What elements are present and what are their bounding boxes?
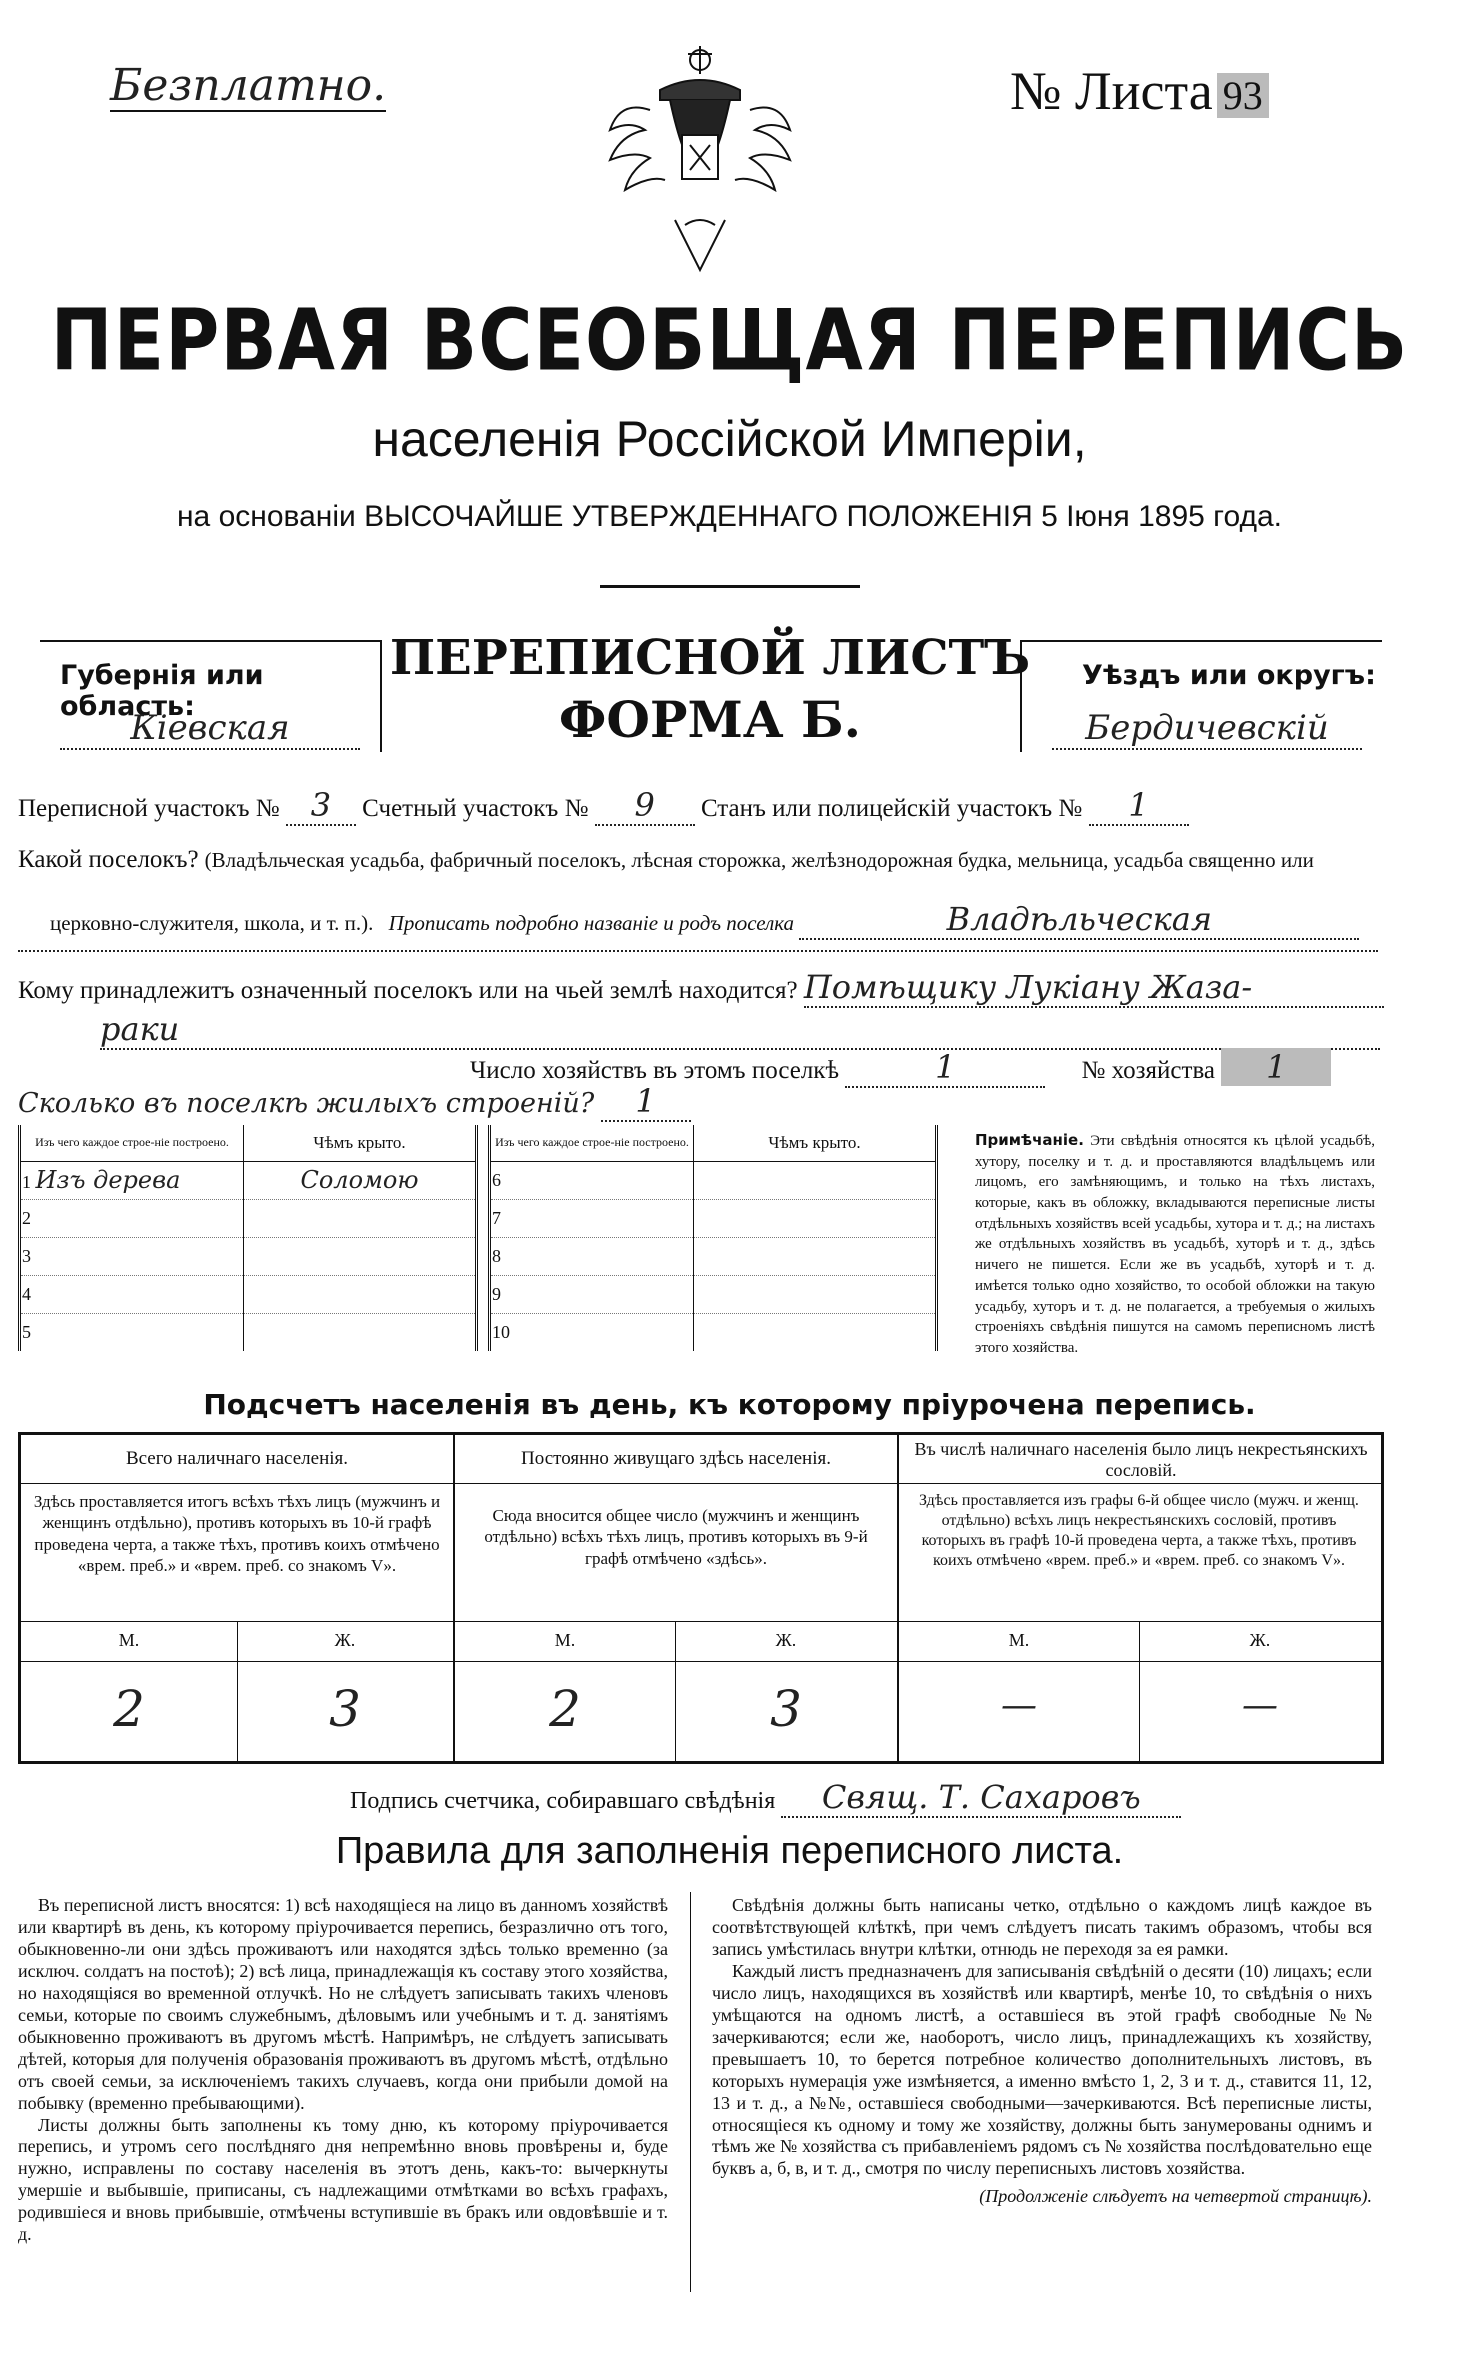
building-roof: Соломою <box>244 1161 477 1199</box>
owner-value: Помѣщику Лукіану Жаза- <box>804 968 1384 1008</box>
roof-column-header: Чѣмъ крыто. <box>244 1125 477 1161</box>
buildings-label: Сколько въ поселкѣ жилыхъ строеній? <box>18 1088 595 1119</box>
settlement-value: Владѣльческая <box>799 900 1359 940</box>
police-plot-label: Станъ или полицейскій участокъ № <box>700 795 1083 822</box>
governorate-box <box>40 640 382 752</box>
settlement-hint-2: церковно-служителя, школа, и т. п.). <box>50 911 374 935</box>
settlement-label: Какой поселокъ? <box>18 846 199 873</box>
header-divider <box>600 585 860 588</box>
census-plot-value: 3 <box>286 786 356 826</box>
building-row-number: 2 <box>22 1207 31 1228</box>
signature-label: Подпись счетчика, собиравшаго свѣдѣнія <box>350 1788 776 1814</box>
settlement-hint: (Владѣльческая усадьба, фабричный поселокъ, лѣсная сторожка, желѣзнодорожная будка, мельница, усадьба священно или <box>204 848 1314 872</box>
district-value: Бердичевскій <box>1052 708 1362 750</box>
settlement-row <box>18 846 1314 874</box>
signature-value: Свящ. Т. Сахаровъ <box>781 1778 1181 1818</box>
population-permanent-f-label: Ж. <box>775 1630 797 1650</box>
building-row-number: 1 <box>22 1172 31 1192</box>
owner-row <box>18 968 1384 1008</box>
households-label: Число хозяйствъ въ этомъ поселкѣ <box>470 1057 840 1084</box>
population-table <box>18 1432 1384 1764</box>
population-col-permanent-title: Постоянно живущаго здѣсь населенія. <box>521 1448 831 1469</box>
counting-plot-label: Счетный участокъ № <box>362 795 589 822</box>
roof-column-header: Чѣмъ крыто. <box>694 1125 937 1161</box>
population-col-total-title: Всего наличнаго населенія. <box>125 1448 349 1469</box>
free-label: Безплатно. <box>110 60 387 111</box>
population-total-f-value: 3 <box>329 1680 361 1738</box>
building-material: Изъ дерева <box>35 1166 181 1194</box>
buildings-table <box>18 1125 968 1365</box>
census-plot-label: Переписной участокъ № <box>18 795 280 822</box>
sheet-number <box>1010 62 1269 121</box>
note-text: Эти свѣдѣнія относятся къ цѣлой усадьбѣ, хутору, поселку и т. д. и проставляются владѣльцемъ или лицомъ, его замѣняющимъ, и только на тѣхъ листахъ, которые, какъ въ обложку, вкладываются переписные листы отдѣльныхъ хозяйствъ всей усадьбы, хутора и т. д.; на листахъ же отдѣльныхъ хозяйствъ въ усадьбѣ, хуторѣ и т. д., здѣсь ничего не пишется. Если же въ усадьбѣ, хуторѣ и т. д. имѣется только одно хозяйство, то особой обложки на такую усадьбу, хуторъ и т. д. не полагается, а требуемыя о жилыхъ строеніяхъ свѣдѣнія пишутся на самомъ переписномъ листѣ этого хозяйства. <box>975 1133 1376 1356</box>
governorate-value: Кіевская <box>60 708 360 750</box>
rules-right-column <box>712 1895 1372 2208</box>
rules-right-paragraph-2: Каждый листъ предназначенъ для записыванія свѣдѣній о десяти (10) лицахъ; если число лицъ, находящихся въ хозяйствѣ или квартирѣ, менѣе 10, то свѣдѣнія о нихъ умѣщаются на одномъ листѣ, а оставшіеся въ этой графѣ свободные №№ зачеркиваются; если же, наоборотъ, число лицъ, принадлежащихъ къ хозяйству, превышаетъ 10, то берется потребное количество дополнительныхъ листовъ, въ которыхъ нумерація уже измѣняется, а именно вмѣсто 1, 2, 3 и т. д., ставится 11, 12, 13 и т. д., а №№, оставшіеся свободными—зачеркиваются. Всѣ переписные листы, относящіеся къ одному и тому же хозяйству, должны быть занумерованы однимъ и тѣмъ же № хозяйства съ прибавленіемъ рядомъ съ № хозяйства послѣдовательно еще буквъ а, б, в, и т. д., смотря по числу переписныхъ листовъ хозяйства. <box>712 1960 1372 2179</box>
building-row-number: 7 <box>490 1199 694 1237</box>
note-block <box>975 1130 1375 1359</box>
population-col-nonpeasant-title: Въ числѣ наличнаго населенія было лицъ некрестьянскихъ сословій. <box>914 1439 1368 1480</box>
population-nonpeasant-f-value: — <box>1242 1685 1278 1726</box>
population-permanent-m-value: 2 <box>549 1680 581 1738</box>
signature-row <box>350 1778 1181 1818</box>
divider-1 <box>18 950 1378 952</box>
governorate-label: Губернія или область: <box>60 660 264 722</box>
imperial-eagle-emblem <box>590 40 810 280</box>
population-total-m-value: 2 <box>113 1680 145 1738</box>
plots-row <box>18 786 1189 826</box>
district-box <box>1020 640 1382 752</box>
population-heading: Подсчетъ населенія въ день, къ которому пріурочена перепись. <box>203 1388 1256 1421</box>
population-total-f-label: Ж. <box>334 1630 356 1650</box>
population-col-permanent-desc: Сюда вносится общее число (мужчинъ и женщинъ отдѣльно) всѣхъ тѣхъ лицъ, противъ которыхъ въ 9-й графѣ отмѣчено «здѣсь». <box>484 1506 868 1568</box>
population-permanent-m-label: М. <box>554 1630 576 1650</box>
buildings-row <box>18 1082 691 1122</box>
owner-label: Кому принадлежитъ означенный поселокъ или на чьей землѣ находится? <box>18 977 798 1004</box>
building-row-number: 8 <box>490 1237 694 1275</box>
rules-right-paragraph-1: Свѣдѣнія должны быть написаны четко, отдѣльно о каждомъ лицѣ каждое въ соотвѣтствующей клѣткѣ, при чемъ слѣдуетъ писать такимъ образомъ, чтобы вся запись умѣстилась внутри клѣтки, отнюдь не переходя за ея рамки. <box>712 1895 1372 1959</box>
population-permanent-f-value: 3 <box>770 1680 802 1738</box>
building-row-number: 10 <box>490 1313 694 1351</box>
form-name: ФОРМА Б. <box>558 690 862 749</box>
population-col-nonpeasant-desc: Здѣсь проставляется изъ графы 6-й общее число (мужч. и женщ. отдѣльно) всѣхъ лицъ некрестьянскихъ сословій, противъ которыхъ въ графѣ 10-й проведена черта, а также тѣхъ, противъ коихъ отмѣчено «врем. преб.» и «врем. преб. со знакомъ V». <box>919 1492 1359 1569</box>
material-column-header: Изъ чего каждое строе-ніе построено. <box>20 1125 244 1161</box>
building-row-number: 3 <box>22 1245 31 1266</box>
household-no-value: 1 <box>1221 1048 1331 1086</box>
settlement-instruction: Прописать подробно названіе и родъ поселка <box>388 911 795 935</box>
buildings-value: 1 <box>601 1082 691 1122</box>
note-title: Примѣчаніе. <box>975 1131 1084 1149</box>
rules-continued: (Продолженіе слѣдуетъ на четвертой страницѣ). <box>979 2186 1372 2207</box>
building-row-number: 6 <box>490 1161 694 1199</box>
owner-value-2: раки <box>100 1010 1380 1050</box>
police-plot-value: 1 <box>1089 786 1189 826</box>
building-row-number: 4 <box>22 1283 31 1304</box>
population-total-m-label: М. <box>118 1630 140 1650</box>
district-label: Уѣздъ или округъ: <box>1082 660 1376 691</box>
rules-left-column <box>18 1895 668 2246</box>
population-nonpeasant-m-value: — <box>1001 1685 1037 1726</box>
rules-left-paragraph-2: Листы должны быть заполнены къ тому дню, къ которому пріурочивается перепись, и утромъ сего послѣдняго дня непремѣнно вновь провѣрены и, буде нужно, исправлены по составу населенія въ этотъ день, какъ-то: вычеркнуты умершіе и выбывшіе, приписаны, съ надлежащими отмѣтками во всѣхъ графахъ, родившіеся и вновь прибывшіе, отмѣчены вступившіе въ бракъ или овдовѣвшіе и т. д. <box>18 2114 668 2245</box>
household-no-label: № хозяйства <box>1081 1057 1216 1084</box>
census-basis: на основаніи ВЫСОЧАЙШЕ УТВЕРЖДЕННАГО ПОЛОЖЕНІЯ 5 Іюня 1895 года. <box>176 500 1282 533</box>
population-col-total-desc: Здѣсь проставляется итогъ всѣхъ тѣхъ лицъ (мужчинъ и женщинъ отдѣльно), противъ которыхъ въ 10-й графѣ проведена черта, а также тѣхъ, противъ коихъ отмѣчено «врем. преб.» и «врем. преб. со знакомъ V». <box>33 1492 441 1575</box>
form-title: ПЕРЕПИСНОЙ ЛИСТЪ <box>389 630 1031 686</box>
material-column-header: Изъ чего каждое строе-ніе построено. <box>490 1125 694 1161</box>
counting-plot-value: 9 <box>595 786 695 826</box>
building-row-number: 5 <box>22 1321 31 1342</box>
rules-divider <box>690 1892 691 2292</box>
population-nonpeasant-m-label: М. <box>1008 1630 1030 1650</box>
households-value: 1 <box>845 1048 1045 1088</box>
building-row-number: 9 <box>490 1275 694 1313</box>
population-nonpeasant-f-label: Ж. <box>1249 1630 1271 1650</box>
sheet-number-value: 93 <box>1217 73 1269 118</box>
rules-left-paragraph-1: Въ переписной листъ вносятся: 1) всѣ находящіеся на лицо въ данномъ хозяйствѣ или квартирѣ въ день, къ которому пріурочивается перепись, безразлично отъ того, обыкновенно-ли они здѣсь проживаютъ или находятся здѣсь только временно (за исключ. солдатъ на постоѣ); 2) всѣ лица, принадлежащія къ составу этого хозяйства, но находящіяся во временной отлучкѣ. Но не слѣдуетъ записывать такихъ членовъ семьи, которые по своимъ служебнымъ, дѣловымъ или учебнымъ и т. д. занятіямъ обыкновенно проживаютъ въ другомъ мѣстѣ. Напримѣръ, не слѣдуетъ записывать дѣтей, которыя для полученія образованія проживаютъ въ другомъ мѣстѣ, отдѣльно отъ своей семьи, за исключеніемъ такихъ случаевъ, когда они прибыли домой на побывку (временно пребывающими). <box>18 1895 668 2113</box>
rules-title: Правила для заполненія переписного листа. <box>335 1830 1124 1872</box>
census-title: ПЕРВАЯ ВСЕОБЩАЯ ПЕРЕПИСЬ <box>50 291 1409 391</box>
settlement-row-2 <box>50 900 1359 940</box>
sheet-number-label: № Листа <box>1010 61 1213 121</box>
census-subtitle: населенія Россійской Имперіи, <box>372 411 1087 467</box>
